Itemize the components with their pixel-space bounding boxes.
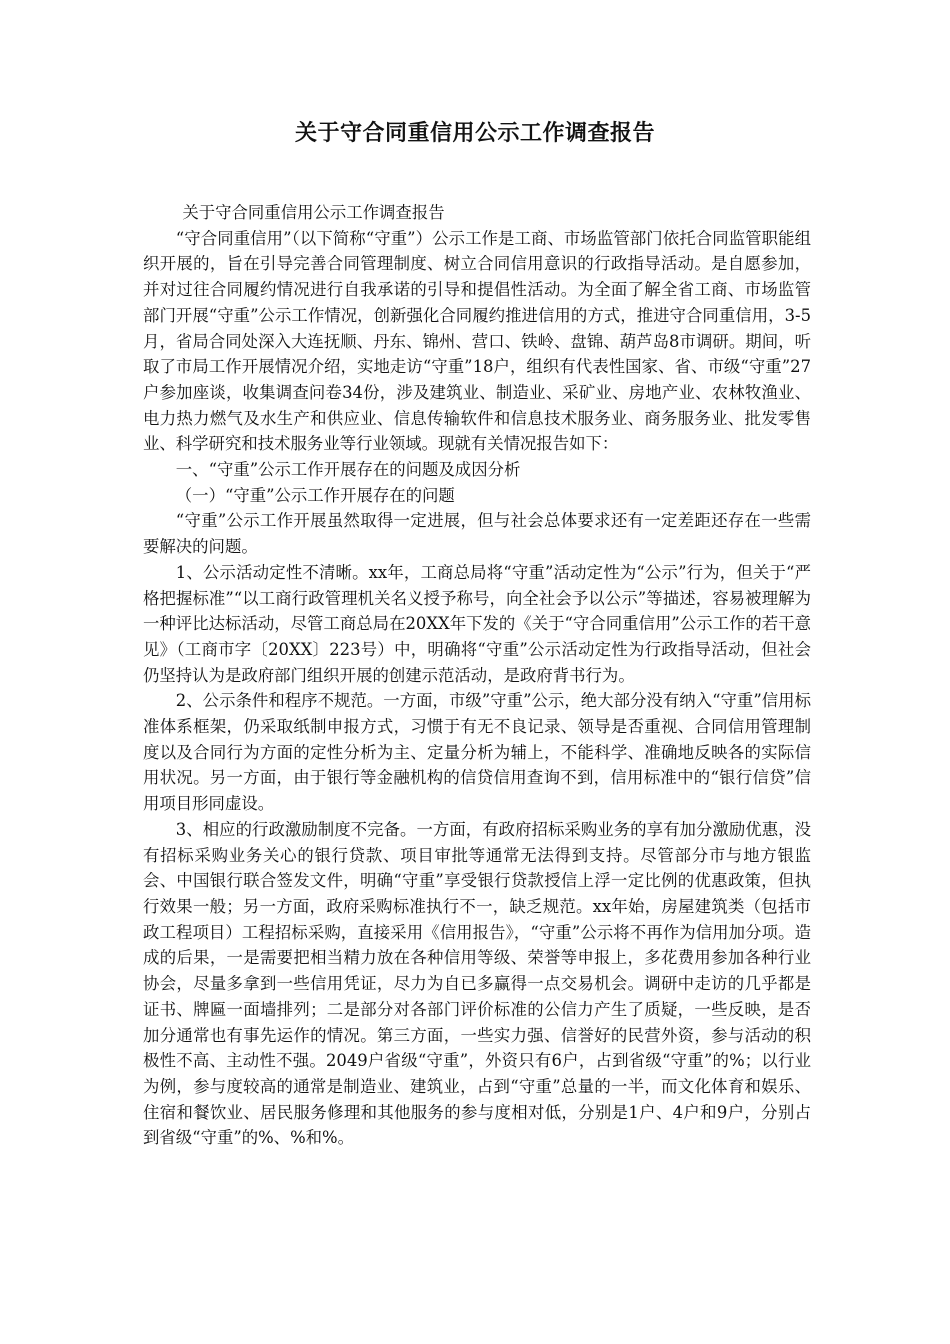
document-body	[143, 200, 811, 1151]
section-heading-1: 一、“守重”公示工作开展存在的问题及成因分析	[175, 460, 521, 480]
issue-paragraph-1: 1、公示活动定性不清晰。xx年，工商总局将“守重”活动定性为“公示”行为，但关于“严格把握标准”“以工商行政管理机关名义授予称号，向全社会予以公示”等描述，容易被理解为一种评比达标活动，尽管工商总局在20XX年下发的《关于“守合同重信用”公示工作的若干意见》（工商市字〔20XX〕223号）中，明确将“守重”公示活动定性为行政指导活动，但社会仍坚持认为是政府部门组织开展的创建示范活动，是政府背书行为。	[143, 562, 811, 685]
repeated-title-paragraph: 关于守合同重信用公示工作调查报告	[182, 203, 445, 222]
subsection-intro-paragraph: “守重”公示工作开展虽然取得一定进展，但与社会总体要求还有一定差距还存在一些需要解决的问题。	[143, 511, 811, 557]
intro-paragraph: “守合同重信用”（以下简称“守重”）公示工作是工商、市场监管部门依托合同监管职能组织开展的，旨在引导完善合同管理制度、树立合同信用意识的行政指导活动。是自愿参加，并对过往合同履约情况进行自我承诺的引导和提倡性活动。为全面了解全省工商、市场监管部门开展“守重”公示工作情况，创新强化合同履约推进信用的方式，推进守合同重信用，3-5月，省局合同处深入大连抚顺、丹东、锦州、营口、铁岭、盘锦、葫芦岛8市调研。期间，听取了市局工作开展情况介绍，实地走访“守重”18户，组织有代表性国家、省、市级“守重”27户参加座谈，收集调查问卷34份，涉及建筑业、制造业、采矿业、房地产业、农林牧渔业、电力热力燃气及水生产和供应业、信息传输软件和信息技术服务业、商务服务业、批发零售业、科学研究和技术服务业等行业领域。现就有关情况报告如下：	[143, 228, 811, 454]
issue-paragraph-2: 2、公示条件和程序不规范。一方面，市级”守重”公示，绝大部分没有纳入“守重”信用标准体系框架，仍采取纸制申报方式，习惯于有无不良记录、领导是否重视、合同信用管理制度以及合同行为方面的定性分析为主、定量分析为辅上，不能科学、准确地反映各的实际信用状况。另一方面，由于银行等金融机构的信贷信用查询不到，信用标准中的“银行信贷”信用项目形同虚设。	[143, 691, 811, 814]
issue-paragraph-3: 3、相应的行政激励制度不完备。一方面，有政府招标采购业务的享有加分激励优惠，没有招标采购业务关心的银行贷款、项目审批等通常无法得到支持。尽管部分市与地方银监会、中国银行联合签发文件，明确“守重”享受银行贷款授信上浮一定比例的优惠政策，但执行效果一般；另一方面，政府采购标准执行不一，缺乏规范。xx年始，房屋建筑类（包括市政工程项目）工程招标采购，直接采用《信用报告》，“守重”公示将不再作为信用加分项。造成的后果，一是需要把相当精力放在各种信用等级、荣誉等申报上，多花费用参加各种行业协会，尽量多拿到一些信用凭证，尽力为自已多赢得一点交易机会。调研中走访的几乎都是证书、牌匾一面墙排列；二是部分对各部门评价标准的公信力产生了质疑，一些反映，是否加分通常也有事先运作的情况。第三方面，一些实力强、信誉好的民营外资，参与活动的积极性不高、主动性不强。2049户省级“守重”，外资只有6户，占到省级“守重”的%；以行业为例，参与度较高的通常是制造业、建筑业，占到“守重”总量的一半，而文化体育和娱乐、住宿和餐饮业、居民服务修理和其他服务的参与度相对低，分别是1户、4户和9户，分别占到省级“守重”的%、%和%。	[143, 819, 811, 1148]
document-title: 关于守合同重信用公示工作调查报告	[294, 121, 655, 146]
subsection-heading-1: （一）“守重”公示工作开展存在的问题	[175, 485, 455, 505]
